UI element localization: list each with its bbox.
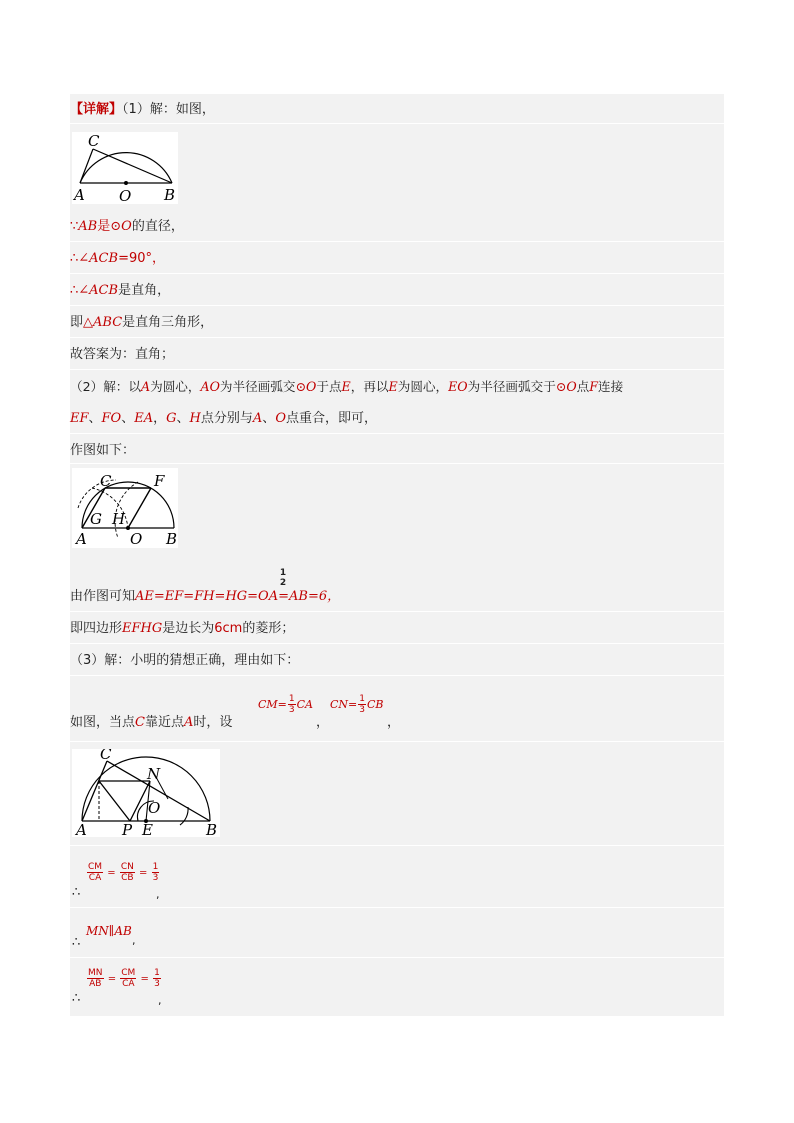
therefore-symbol: ∴ <box>70 251 79 266</box>
quad-efhg: EFHG <box>122 621 163 636</box>
label-N: N <box>147 765 161 783</box>
t: 、 <box>262 411 276 426</box>
semicircle-diagram-3 <box>72 749 220 837</box>
comma: ， <box>387 715 401 730</box>
half-den: 2 <box>279 578 287 588</box>
t: ， <box>153 411 167 426</box>
solution-panel <box>70 94 724 1016</box>
line-diameter <box>70 218 724 236</box>
detail-tag-close: 】 <box>109 102 123 117</box>
label-C: C <box>88 132 100 150</box>
angle-acb: ∠ACB <box>78 283 119 298</box>
parallel-expression: MN∥AB <box>86 924 132 938</box>
divider <box>70 741 724 742</box>
t: CM= <box>258 698 287 711</box>
text-is: 是 <box>97 219 111 234</box>
t: ，再以 <box>350 379 389 394</box>
part1-intro: （1）解：如图， <box>122 102 215 117</box>
circle-o: ⊙O <box>295 379 317 394</box>
t: 3 <box>154 979 160 989</box>
divider <box>70 643 724 644</box>
therefore-symbol: ∴ <box>72 991 81 1006</box>
semicircle-diagram-2 <box>72 468 178 548</box>
point-c: C <box>135 715 145 730</box>
label-B: B <box>164 186 176 204</box>
line-rhombus-sides <box>70 562 724 610</box>
t: 、 <box>176 411 190 426</box>
divider <box>70 433 724 434</box>
label-O: O <box>148 799 161 817</box>
point-h: H <box>189 411 201 426</box>
text-right-angle: 是直角， <box>118 283 171 298</box>
figure-semicircle-abc <box>72 132 178 204</box>
t: 为半径画弧交于 <box>467 379 556 394</box>
t: = <box>107 973 117 985</box>
point-a: A <box>140 379 151 394</box>
t: 点重合，即可， <box>285 411 377 426</box>
t: = <box>107 867 116 879</box>
divider <box>70 675 724 676</box>
t: 即四边形 <box>70 621 123 636</box>
triangle-abc: △ABC <box>83 315 123 330</box>
ratio-equation <box>86 862 160 883</box>
segment-ea: EA <box>134 411 154 426</box>
t: 连接 <box>598 379 624 394</box>
cm-equation <box>258 694 313 715</box>
point-a: A <box>183 715 194 730</box>
text-diameter: 的直径， <box>131 219 184 234</box>
t: MN <box>88 968 103 978</box>
detail-tag-open: 【 <box>70 102 84 117</box>
label-A: A <box>76 821 87 837</box>
label-H: H <box>112 510 126 528</box>
segment-eo: EO <box>448 379 468 394</box>
line-ratio-mn-ab <box>70 966 724 1014</box>
t: CB <box>121 873 134 883</box>
part2-construction-line2 <box>70 410 724 428</box>
point-a: A <box>252 411 263 426</box>
divider <box>70 463 724 464</box>
side-length: 6cm <box>214 621 243 636</box>
t: 靠近点 <box>144 715 184 730</box>
draw-below-text: 作图如下： <box>70 443 136 458</box>
point-f: F <box>589 379 599 394</box>
detail-tag: 详解 <box>83 102 110 117</box>
text-namely: 即 <box>70 315 84 330</box>
t: 1 <box>154 968 160 978</box>
line-ratio-cm-cn <box>70 856 724 904</box>
segment-ao: AO <box>200 379 220 394</box>
label-P: P <box>122 821 133 837</box>
label-F: F <box>154 472 165 490</box>
half-fraction <box>278 568 288 588</box>
t: 为圆心， <box>150 379 201 394</box>
t: 、 <box>121 411 135 426</box>
t: 如图，当点 <box>70 715 136 730</box>
t: CM <box>88 862 103 872</box>
label-G: G <box>90 510 102 528</box>
solution-heading <box>70 101 724 119</box>
t: CN= <box>330 698 358 711</box>
divider <box>70 369 724 370</box>
answer-text: 故答案为：直角； <box>70 347 175 362</box>
t: 、 <box>88 411 102 426</box>
line-rhombus-conclusion <box>70 620 724 638</box>
t: = <box>140 973 149 985</box>
t: 由作图可知 <box>70 589 136 604</box>
part3-text: （3）解：小明的猜想正确，理由如下： <box>70 653 300 668</box>
t: 的菱形； <box>242 621 295 636</box>
t: CN <box>120 862 134 872</box>
point-e: E <box>388 379 398 394</box>
line-draw-below <box>70 442 724 460</box>
label-C: C <box>100 472 112 490</box>
label-B: B <box>206 821 218 837</box>
line-answer <box>70 346 724 364</box>
part2-construction-line1 <box>70 378 724 396</box>
divider <box>70 273 724 274</box>
t: CA <box>122 979 135 989</box>
t: （2）解：以 <box>70 379 141 394</box>
one-third-fraction <box>358 694 366 715</box>
point-o: O <box>275 411 286 426</box>
t: 1 <box>152 862 159 872</box>
segment-ab: AB <box>78 219 98 234</box>
angle-acb: ∠ACB <box>78 251 119 266</box>
segment-ef: EF <box>70 411 89 426</box>
figure-parallel-construction <box>72 749 220 837</box>
t: = <box>139 867 148 879</box>
circle-o: ⊙O <box>555 379 577 394</box>
divider <box>70 907 724 908</box>
divider <box>70 957 724 958</box>
angle-value: =90°， <box>118 251 165 266</box>
t: 3 <box>288 705 295 715</box>
cn-equation <box>330 694 384 715</box>
comma: , <box>156 888 160 901</box>
half-num: 1 <box>279 568 287 578</box>
therefore-symbol: ∴ <box>72 885 81 900</box>
label-O: O <box>119 187 132 204</box>
line-right-triangle <box>70 314 724 332</box>
line-angle-90 <box>70 250 724 268</box>
label-B: B <box>166 530 178 548</box>
semicircle-diagram-1 <box>72 132 178 204</box>
circle-o: ⊙O <box>110 219 132 234</box>
because-symbol: ∵ <box>70 219 79 234</box>
line-parallel <box>70 920 724 950</box>
divider <box>70 845 724 846</box>
divider <box>70 123 724 124</box>
one-third-fraction <box>288 694 296 715</box>
segment-fo: FO <box>101 411 122 426</box>
divider <box>70 337 724 338</box>
t: 于点 <box>316 379 342 394</box>
t: 1 <box>288 694 295 704</box>
ratio-equation-2 <box>86 968 162 989</box>
t: 时，设 <box>193 715 233 730</box>
part3-intro <box>70 652 724 670</box>
point-g: G <box>166 411 177 426</box>
t: 3 <box>359 705 365 715</box>
divider <box>70 241 724 242</box>
t: CM <box>121 968 136 978</box>
t: 1 <box>359 694 365 704</box>
figure-rhombus-construction <box>72 468 178 548</box>
label-A: A <box>76 530 87 548</box>
t: CA <box>296 698 314 711</box>
therefore-symbol: ∴ <box>70 283 79 298</box>
t: CB <box>367 698 384 711</box>
comma: ， <box>316 715 330 730</box>
t: 点 <box>576 379 590 394</box>
text-right-triangle: 是直角三角形， <box>122 315 214 330</box>
label-O: O <box>130 530 143 548</box>
line-right-angle <box>70 282 724 300</box>
t: 为半径画弧交 <box>219 379 296 394</box>
label-C: C <box>100 749 112 763</box>
t: 点分别与 <box>200 411 253 426</box>
point-e: E <box>341 379 351 394</box>
t: 3 <box>152 873 159 883</box>
divider <box>70 305 724 306</box>
t: CA <box>88 873 102 883</box>
line-set-cm-cn <box>70 690 724 738</box>
t: 为圆心， <box>397 379 449 394</box>
comma: , <box>132 934 136 947</box>
t: AB <box>89 979 102 989</box>
equal-segments-tail: AB=6， <box>289 589 341 604</box>
label-A: A <box>74 186 85 204</box>
therefore-symbol: ∴ <box>72 935 81 950</box>
comma: , <box>158 994 162 1007</box>
label-E: E <box>142 821 153 837</box>
t: 是边长为 <box>162 621 215 636</box>
divider <box>70 611 724 612</box>
equal-segments: AE=EF=FH=HG=OA= <box>135 589 289 604</box>
